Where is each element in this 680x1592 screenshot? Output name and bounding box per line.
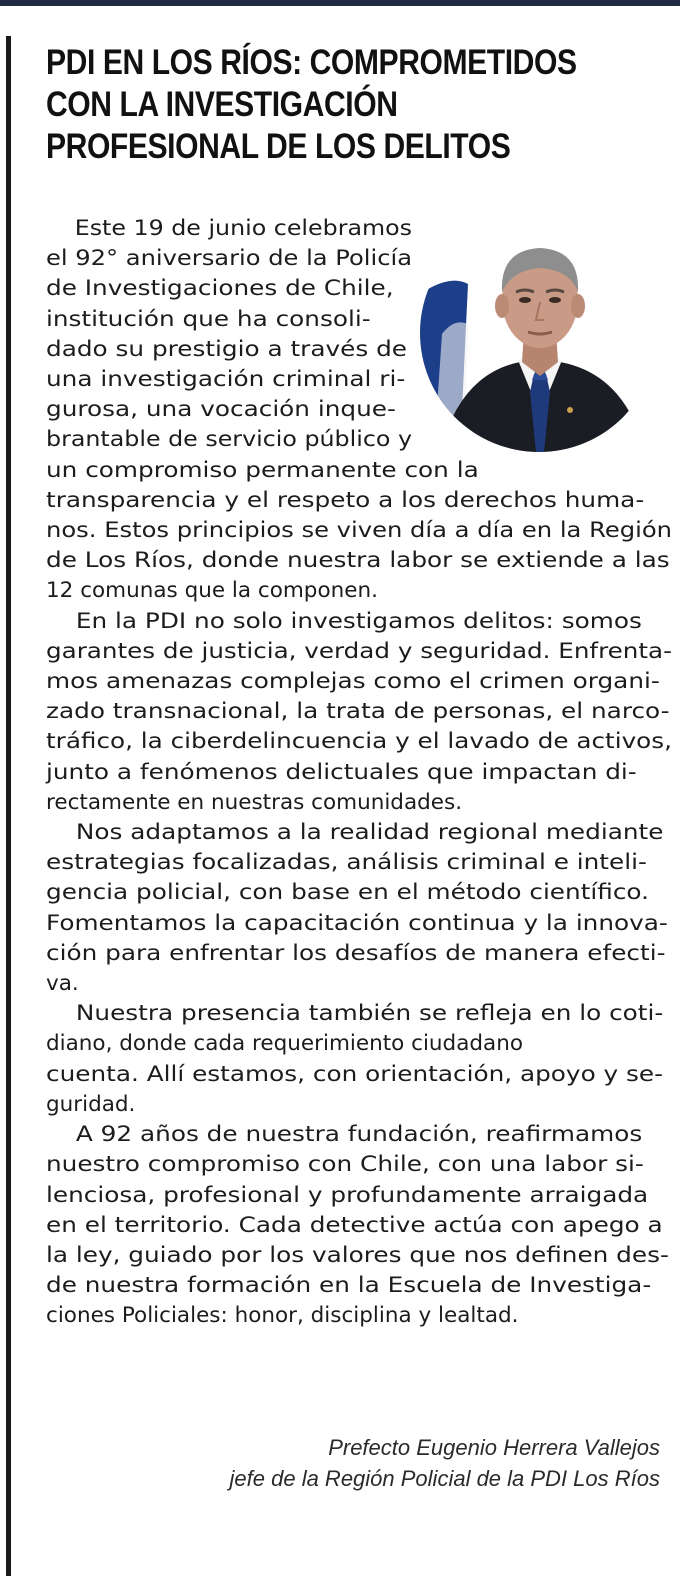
body-line: Nos adaptamos a la realidad regional mediante bbox=[75, 820, 664, 846]
body-line: en el territorio. Cada detective actúa con apego a bbox=[46, 1212, 663, 1238]
body-line: Fomentamos la capacitación continua y la innova- bbox=[46, 910, 668, 936]
body-line: tráfico, la ciberdelincuencia y el lavado de activos, bbox=[46, 729, 672, 755]
body-line: Nuestra presencia también se refleja en lo coti- bbox=[75, 1001, 664, 1027]
body-line: institución que ha consoli- bbox=[46, 306, 371, 332]
body-line: de nuestra formación en la Escuela de Investiga- bbox=[46, 1273, 652, 1299]
body-line: la ley, guiado por los valores que nos definen des- bbox=[46, 1242, 669, 1268]
body-line: Este 19 de junio celebramos bbox=[74, 216, 412, 241]
body-line: un compromiso permanente con la bbox=[46, 457, 479, 483]
author-name: Prefecto Eugenio Herrera Vallejos bbox=[328, 1435, 660, 1460]
body-line: transparencia y el respeto a los derechos huma- bbox=[46, 487, 645, 513]
article-headline bbox=[46, 42, 577, 168]
body-line: ción para enfrentar los desafíos de manera efecti- bbox=[46, 940, 666, 966]
body-line: ciones Policiales: honor, disciplina y lealtad. bbox=[46, 1303, 519, 1329]
body-line: de Los Ríos, donde nuestra labor se extiende a las bbox=[46, 548, 670, 574]
body-line: mos amenazas complejas como el crimen organi- bbox=[46, 669, 660, 695]
body-line: En la PDI no solo investigamos delitos: somos bbox=[75, 608, 642, 634]
body-line: guridad. bbox=[46, 1091, 136, 1117]
author-title: jefe de la Región Policial de la PDI Los Ríos bbox=[229, 1466, 660, 1491]
body-line: brantable de servicio público y bbox=[46, 427, 413, 453]
headline-line: PROFESIONAL DE LOS DELITOS bbox=[46, 127, 511, 166]
headline-line: CON LA INVESTIGACIÓN bbox=[46, 85, 398, 124]
side-rule bbox=[6, 36, 11, 1576]
body-line: cuenta. Allí estamos, con orientación, apoyo y se- bbox=[46, 1061, 664, 1087]
body-line: diano, donde cada requerimiento ciudadano bbox=[46, 1031, 523, 1057]
top-rule bbox=[0, 0, 680, 6]
body-line: nuestro compromiso con Chile, con una labor si- bbox=[46, 1152, 644, 1178]
body-line: una investigación criminal ri- bbox=[46, 367, 406, 393]
body-line: A 92 años de nuestra fundación, reafirmamos bbox=[75, 1122, 643, 1148]
body-line: lenciosa, profesional y profundamente arraigada bbox=[46, 1182, 649, 1208]
body-line: nos. Estos principios se viven día a día en la Región bbox=[46, 518, 673, 544]
body-line: gencia policial, con base en el método científico. bbox=[46, 880, 649, 906]
author-signature bbox=[230, 1432, 660, 1494]
headline-line: PDI EN LOS RÍOS: COMPROMETIDOS bbox=[46, 43, 577, 82]
body-line: gurosa, una vocación inque- bbox=[46, 397, 396, 423]
body-line: de Investigaciones de Chile, bbox=[46, 276, 394, 302]
article-body bbox=[46, 214, 672, 1332]
body-line: estrategias focalizadas, análisis criminal e inteli- bbox=[46, 850, 647, 876]
body-line: garantes de justicia, verdad y seguridad. Enfrenta- bbox=[46, 638, 673, 664]
body-line: va. bbox=[46, 971, 79, 997]
body-line: junto a fenómenos delictuales que impactan di- bbox=[46, 759, 637, 785]
body-line: 12 comunas que la componen. bbox=[46, 578, 378, 604]
body-line: zado transnacional, la trata de personas, el narco- bbox=[46, 699, 670, 725]
body-line: rectamente en nuestras comunidades. bbox=[46, 789, 463, 815]
body-line: dado su prestigio a través de bbox=[46, 336, 407, 362]
body-line: el 92° aniversario de la Policía bbox=[46, 246, 413, 272]
